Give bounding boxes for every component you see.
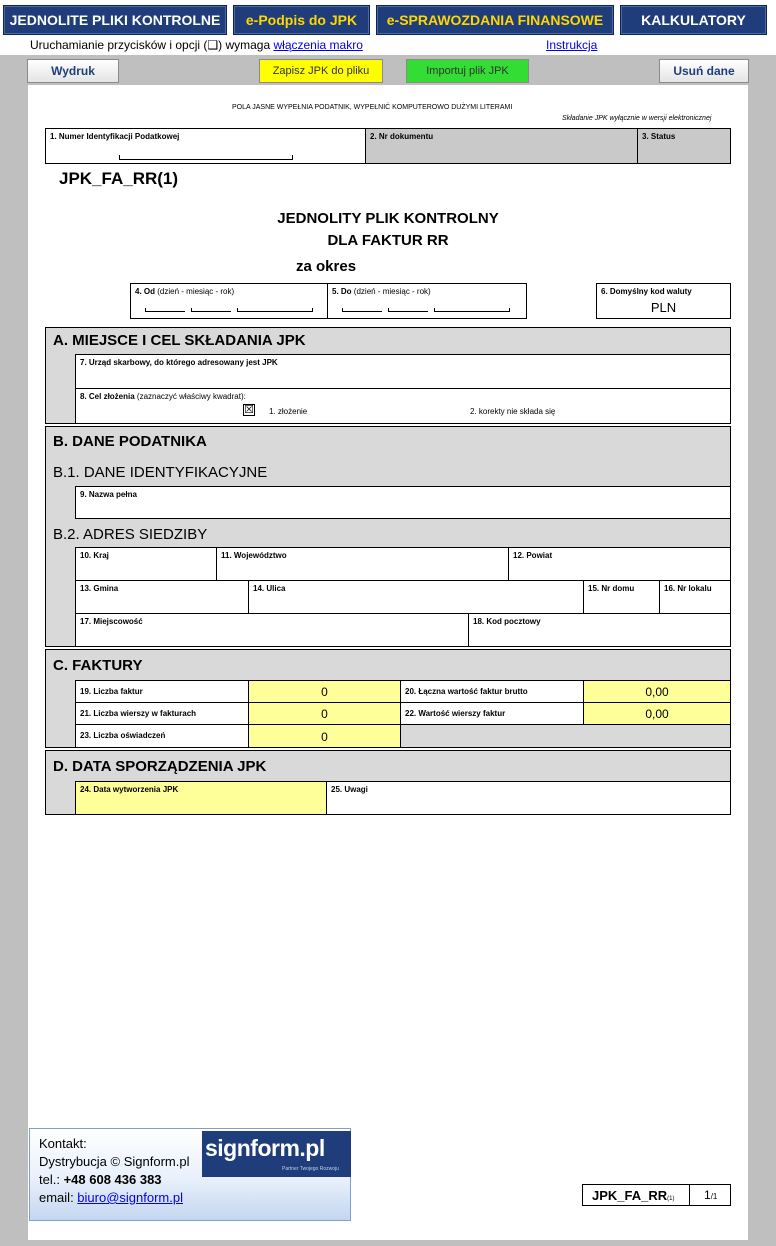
page-number: 1/1: [704, 1188, 718, 1202]
fill-instruction: POLA JASNE WYPEŁNIA PODATNIK, WYPEŁNIĆ KOMPUTEROWO DUŻYMI LITERAMI: [232, 104, 513, 111]
line-value-label-cell: [400, 702, 584, 725]
currency-label: 6. Domyślny kod waluty: [601, 287, 692, 296]
line-count-label: 21. Liczba wierszy w fakturach: [80, 709, 197, 718]
nip-comb: [119, 155, 293, 160]
house-number-label: 15. Nr domu: [588, 584, 635, 593]
date-comb-month: [191, 308, 231, 312]
currency-field[interactable]: [596, 283, 731, 319]
section-b2-title: B.2. ADRES SIEDZIBY: [53, 526, 208, 543]
postal-code-label: 18. Kod pocztowy: [473, 617, 541, 626]
section-d: [45, 750, 731, 815]
line-count-label-cell: [75, 702, 249, 725]
line-value-value[interactable]: [583, 702, 731, 725]
tax-office-field[interactable]: [75, 354, 731, 389]
contact-box: [29, 1128, 351, 1221]
form-code: JPK_FA_RR(1): [59, 169, 179, 188]
apartment-number-label: 16. Nr lokalu: [664, 584, 712, 593]
section-c: [45, 649, 731, 748]
section-b: [45, 426, 731, 647]
print-button[interactable]: Wydruk: [27, 59, 119, 83]
doc-number-label: 2. Nr dokumentu: [370, 132, 434, 141]
section-b1-title: B.1. DANE IDENTYFIKACYJNE: [53, 464, 268, 481]
country-field[interactable]: [75, 547, 217, 581]
municipality-label: 13. Gmina: [80, 584, 119, 593]
footer-code: JPK_FA_RR(1): [592, 1188, 675, 1203]
form-code-footer: [582, 1184, 690, 1206]
clear-data-button[interactable]: Usuń dane: [659, 59, 749, 83]
statement-count-value[interactable]: [248, 724, 401, 748]
line-count-value[interactable]: [248, 702, 401, 725]
line-value-text: 0,00: [645, 707, 669, 721]
date-to-field[interactable]: [327, 283, 527, 319]
form-title-2: DLA FAKTUR RR: [327, 232, 449, 249]
invoice-count-label-cell: [75, 680, 249, 703]
country-label: 10. Kraj: [80, 551, 109, 560]
email-link[interactable]: biuro@signform.pl: [77, 1190, 183, 1205]
form-page: [28, 85, 748, 1240]
county-label: 12. Powiat: [513, 551, 553, 560]
tab-kalkulatory[interactable]: KALKULATORY: [620, 5, 767, 35]
gross-total-label-cell: [400, 680, 584, 703]
invoice-count-label: 19. Liczba faktur: [80, 687, 143, 696]
gross-total-text: 0,00: [645, 685, 669, 699]
doc-number-field: [365, 128, 638, 164]
help-link-wrap: [546, 38, 597, 52]
gross-total-label: 20. Łączna wartość faktur brutto: [405, 687, 528, 696]
tab-e-podpis[interactable]: e-Podpis do JPK: [233, 5, 370, 35]
statement-count-text: 0: [321, 730, 328, 744]
date-comb-year: [237, 308, 313, 312]
statement-count-label: 23. Liczba oświadczeń: [80, 731, 166, 740]
date-from-field[interactable]: [130, 283, 328, 319]
full-name-field[interactable]: [75, 486, 731, 519]
checked-box-icon[interactable]: ☒: [244, 404, 254, 416]
submission-note: Składanie JPK wyłącznie w wersji elektronicznej: [562, 115, 712, 122]
section-a-title: A. MIEJSCE I CEL SKŁADANIA JPK: [53, 332, 306, 349]
voivodeship-label: 11. Województwo: [221, 551, 287, 560]
section-a: [45, 327, 731, 424]
city-field[interactable]: [75, 613, 469, 647]
street-field[interactable]: [248, 580, 584, 614]
phone-row: tel.: +48 608 436 383: [39, 1172, 162, 1187]
nip-field[interactable]: [45, 128, 366, 164]
creation-date-field[interactable]: [75, 781, 327, 815]
postal-code-field[interactable]: [468, 613, 731, 647]
creation-date-label: 24. Data wytworzenia JPK: [80, 785, 179, 794]
top-tab-bar: [0, 0, 776, 38]
invoice-count-value[interactable]: [248, 680, 401, 703]
email-row: email: biuro@signform.pl: [39, 1190, 183, 1205]
statement-count-label-cell: [75, 724, 249, 748]
option-2-label: 2. korekty nie składa się: [470, 407, 556, 416]
option-1-label: 1. złożenie: [269, 407, 308, 416]
tab-jpk[interactable]: JEDNOLITE PLIKI KONTROLNE: [3, 5, 227, 35]
form-title-1: JEDNOLITY PLIK KONTROLNY: [277, 210, 499, 227]
date-comb-day: [342, 308, 382, 312]
date-to-label: 5. Do (dzień - miesiąc - rok): [332, 287, 431, 296]
distribution-text: Dystrybucja © Signform.pl: [39, 1154, 190, 1169]
line-count-text: 0: [321, 707, 328, 721]
save-jpk-button[interactable]: Zapisz JPK do pliku: [259, 59, 383, 83]
section-c-title: C. FAKTURY: [53, 657, 143, 674]
full-name-label: 9. Nazwa pełna: [80, 490, 137, 499]
instruction-link[interactable]: Instrukcja: [546, 38, 598, 52]
house-number-field[interactable]: [583, 580, 660, 614]
voivodeship-field[interactable]: [216, 547, 509, 581]
page-indicator: [689, 1184, 731, 1206]
period-label: za okres: [296, 258, 357, 275]
gross-total-value[interactable]: [583, 680, 731, 703]
section-b-title: B. DANE PODATNIKA: [53, 433, 207, 450]
logo-tagline: Partner Twojego Rozwoju: [282, 1166, 339, 1172]
enable-macro-link[interactable]: włączenia makro: [273, 38, 363, 52]
date-comb-month: [388, 308, 428, 312]
line-value-label: 22. Wartość wierszy faktur: [405, 709, 506, 718]
date-from-label: 4. Od (dzień - miesiąc - rok): [135, 287, 235, 296]
apartment-number-field[interactable]: [659, 580, 731, 614]
status-field: [637, 128, 731, 164]
currency-value: PLN: [650, 300, 677, 315]
status-label: 3. Status: [642, 132, 676, 141]
purpose-label: 8. Cel złożenia (zaznaczyć właściwy kwadrat):: [80, 392, 246, 401]
import-jpk-button[interactable]: Importuj plik JPK: [406, 59, 529, 83]
remarks-field[interactable]: [326, 781, 731, 815]
logo-text: signform.pl: [205, 1135, 325, 1161]
county-field[interactable]: [508, 547, 731, 581]
street-label: 14. Ulica: [253, 584, 286, 593]
purpose-field: [75, 388, 731, 424]
date-comb-day: [145, 308, 185, 312]
invoice-count-text: 0: [321, 685, 328, 699]
tax-office-label: 7. Urząd skarbowy, do którego adresowany jest JPK: [80, 358, 278, 367]
signform-logo[interactable]: [202, 1131, 351, 1177]
section-d-title: D. DATA SPORZĄDZENIA JPK: [53, 758, 267, 775]
tab-e-sprawozdania[interactable]: e-SPRAWOZDANIA FINANSOWE: [376, 5, 614, 35]
municipality-field[interactable]: [75, 580, 249, 614]
contact-label: Kontakt:: [39, 1136, 87, 1151]
date-comb-year: [434, 308, 510, 312]
remarks-label: 25. Uwagi: [331, 785, 368, 794]
macro-notice: Uruchamianie przycisków i opcji (❑) wymaga włączenia makro: [30, 38, 363, 52]
city-label: 17. Miejscowość: [80, 617, 143, 626]
nip-label: 1. Numer Identyfikacji Podatkowej: [50, 132, 180, 141]
